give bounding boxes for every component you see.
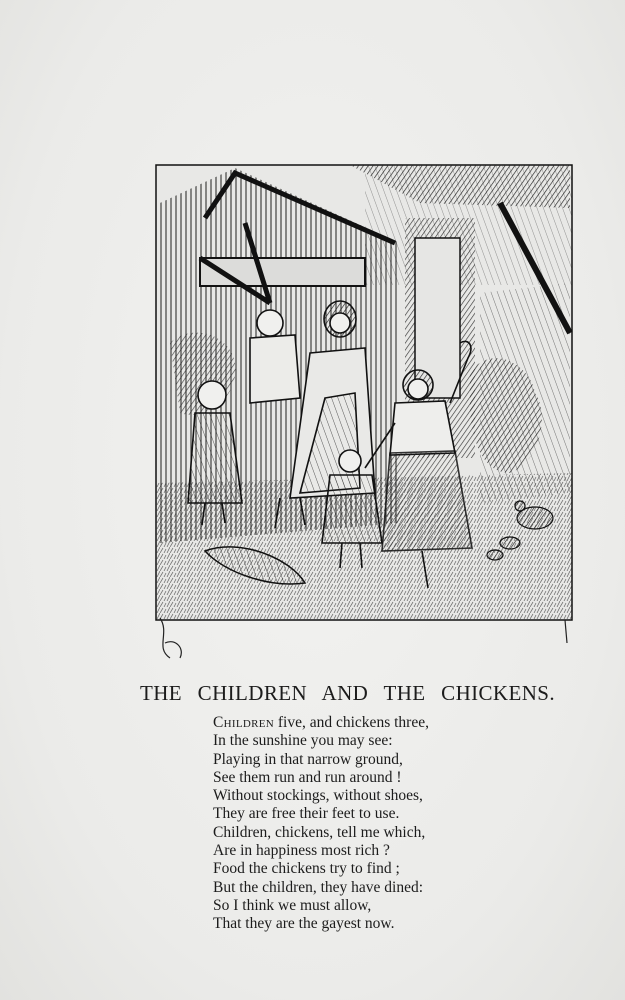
poem-line-text: five, and chickens three, — [274, 714, 429, 731]
poem-line: So I think we must allow, — [213, 896, 372, 914]
poem-line: But the children, they have dined: — [213, 878, 424, 896]
poem-line: Food the chickens try to find ; — [213, 860, 400, 878]
poem-line: Children, chickens, tell me which, — [213, 823, 426, 841]
poem-line: In the sunshine you may see: — [213, 732, 393, 750]
poem-line: Playing in that narrow ground, — [213, 750, 403, 768]
engraving-illustration — [150, 163, 575, 673]
poem-line — [213, 714, 513, 732]
poem-line: Without stockings, without shoes, — [213, 787, 423, 805]
poem-first-word: Children — [213, 714, 275, 731]
poem-body — [213, 714, 513, 934]
poem-line: Are in happiness most rich ? — [213, 842, 390, 860]
poem-line: See them run and run around ! — [213, 768, 402, 786]
poem-title: THE CHILDREN AND THE CHICKENS. — [140, 681, 556, 705]
engraving-children-chickens-icon — [150, 163, 575, 673]
poem-line: They are free their feet to use. — [213, 805, 400, 823]
poem-line: That they are the gayest now. — [213, 915, 395, 933]
